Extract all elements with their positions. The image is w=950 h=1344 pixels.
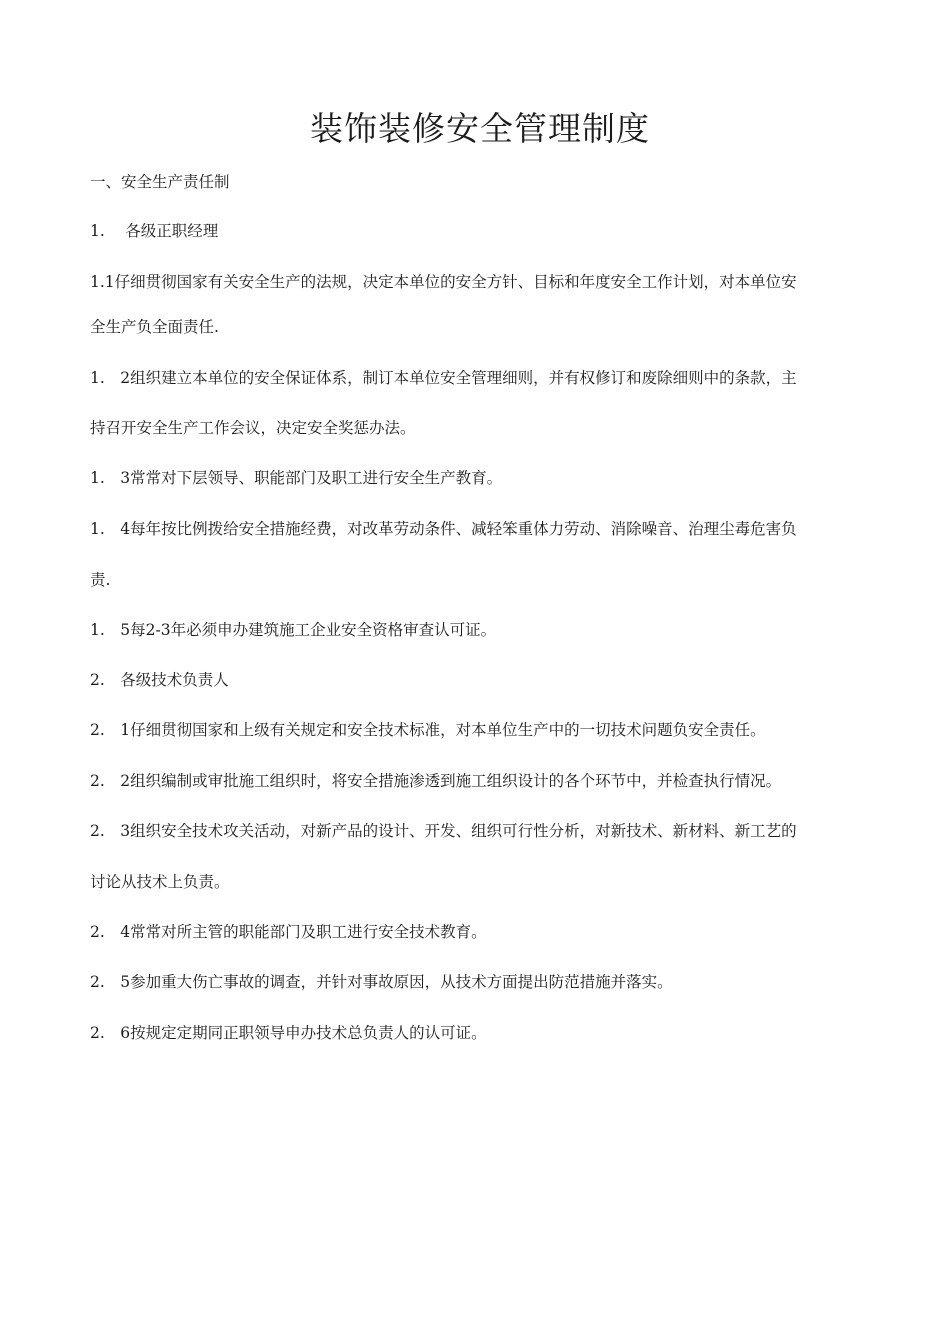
paragraph-line: 2. 2组织编制或审批施工组织时，将安全措施渗透到施工组织设计的各个环节中，并检查执行情况。 bbox=[90, 772, 782, 790]
paragraph-line: 责. bbox=[90, 571, 111, 589]
paragraph-line: 2. 3组织安全技术攻关活动，对新产品的设计、开发、组织可行性分析，对新技术、新材料、新工艺的 bbox=[90, 822, 797, 840]
section-heading: 一、安全生产责任制 bbox=[90, 173, 230, 191]
paragraph-line: 1.1仔细贯彻国家有关安全生产的法规，决定本单位的安全方针、目标和年度安全工作计划，对本单位安 bbox=[90, 273, 797, 291]
paragraph-line: 全生产负全面责任. bbox=[90, 318, 219, 336]
paragraph-line: 2. 4常常对所主管的职能部门及职工进行安全技术教育。 bbox=[90, 923, 487, 941]
paragraph-line: 2. 1仔细贯彻国家和上级有关规定和安全技术标准，对本单位生产中的一切技术问题负安全责任。 bbox=[90, 721, 766, 739]
paragraph-line: 讨论从技术上负责。 bbox=[90, 873, 230, 891]
document-title: 装饰装修安全管理制度 bbox=[310, 109, 650, 148]
paragraph-line: 1. 4每年按比例拨给安全措施经费，对改革劳动条件、减轻笨重体力劳动、消除噪音、治理尘毒危害负 bbox=[90, 520, 797, 538]
paragraph-line: 1. 2组织建立本单位的安全保证体系，制订本单位安全管理细则，并有权修订和废除细则中的条款，主 bbox=[90, 369, 797, 387]
paragraph-line: 持召开安全生产工作会议，决定安全奖惩办法。 bbox=[90, 419, 416, 437]
paragraph-line: 2. 6按规定定期同正职领导申办技术总负责人的认可证。 bbox=[90, 1024, 487, 1042]
subsection-heading: 2. 各级技术负责人 bbox=[90, 671, 229, 689]
subsection-heading: 1. 各级正职经理 bbox=[90, 222, 219, 240]
paragraph-line: 1. 5每2-3年必须申办建筑施工企业安全资格审查认可证。 bbox=[90, 621, 497, 639]
paragraph-line: 1. 3常常对下层领导、职能部门及职工进行安全生产教育。 bbox=[90, 469, 503, 487]
paragraph-line: 2. 5参加重大伤亡事故的调查，并针对事故原因，从技术方面提出防范措施并落实。 bbox=[90, 973, 673, 991]
